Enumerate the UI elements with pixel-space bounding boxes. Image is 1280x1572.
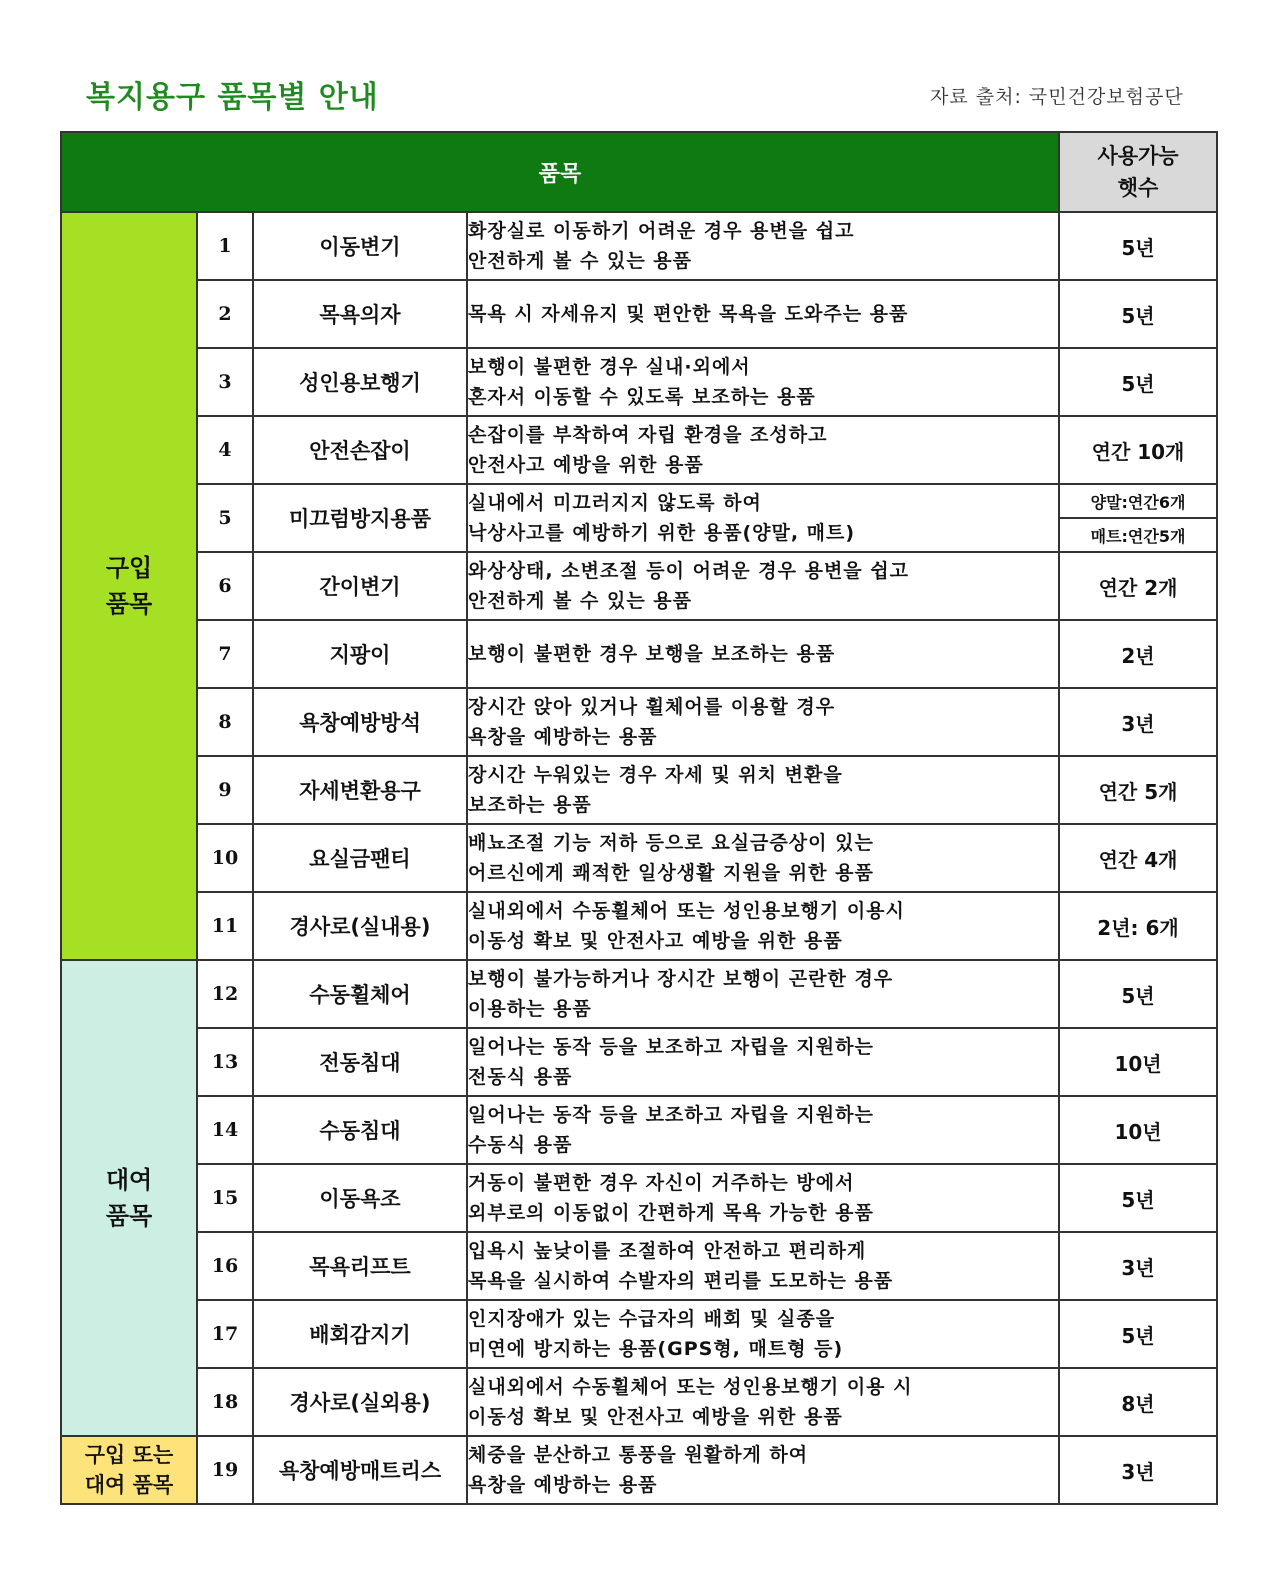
usable-years: 연간 4개 [1059,824,1217,892]
item-number: 5 [197,484,253,552]
item-number: 17 [197,1300,253,1368]
item-name: 수동휠체어 [253,960,467,1028]
item-name: 경사로(실외용) [253,1368,467,1436]
description-line: 목욕 시 자세유지 및 편안한 목욕을 도와주는 용품 [468,303,909,325]
usable-years: 5년 [1059,280,1217,348]
table-row [61,1096,1217,1164]
description-line: 거동이 불편한 경우 자신이 거주하는 방에서 [468,1172,855,1194]
item-number: 3 [197,348,253,416]
item-name: 자세변환용구 [253,756,467,824]
category-label: 품목 [105,590,153,618]
item-name: 욕창예방방석 [253,688,467,756]
description-line: 낙상사고를 예방하기 위한 용품(양말, 매트) [468,522,856,544]
item-name: 성인용보행기 [253,348,467,416]
item-name: 이동변기 [253,212,467,280]
item-description [467,756,1059,824]
table-row [61,1436,1217,1504]
item-number: 13 [197,1028,253,1096]
item-name: 경사로(실내용) [253,892,467,960]
description-line: 이동성 확보 및 안전사고 예방을 위한 용품 [468,1406,843,1428]
item-number: 8 [197,688,253,756]
usable-years: 연간 10개 [1059,416,1217,484]
description-line: 이용하는 용품 [468,998,592,1020]
table-row [61,552,1217,620]
item-description [467,960,1059,1028]
item-number: 15 [197,1164,253,1232]
item-description [467,484,1059,552]
usable-years: 연간 5개 [1059,756,1217,824]
table-row [61,212,1217,280]
header-usable-years [1059,132,1217,212]
description-line: 욕창을 예방하는 용품 [468,1474,658,1496]
item-number: 10 [197,824,253,892]
item-description [467,1368,1059,1436]
item-number: 4 [197,416,253,484]
item-name: 미끄럼방지용품 [253,484,467,552]
usable-years: 3년 [1059,688,1217,756]
table-row [61,416,1217,484]
usable-years: 3년 [1059,1436,1217,1504]
table-row [61,960,1217,1028]
usable-years: 5년 [1059,212,1217,280]
usable-years: 8년 [1059,1368,1217,1436]
description-line: 실내외에서 수동휠체어 또는 성인용보행기 이용 시 [468,1376,913,1398]
item-number: 9 [197,756,253,824]
category-label: 구입 [105,554,153,582]
item-number: 7 [197,620,253,688]
table-row [61,892,1217,960]
table-row [61,1028,1217,1096]
item-description [467,1436,1059,1504]
table-row [61,688,1217,756]
table-row [61,1368,1217,1436]
description-line: 장시간 앉아 있거나 휠체어를 이용할 경우 [468,696,836,718]
description-line: 일어나는 동작 등을 보조하고 자립을 지원하는 [468,1036,874,1058]
item-description [467,1232,1059,1300]
usable-years: 5년 [1059,960,1217,1028]
description-line: 전동식 용품 [468,1066,573,1088]
usable-years: 2년 [1059,620,1217,688]
item-number: 12 [197,960,253,1028]
description-line: 외부로의 이동없이 간편하게 목욕 가능한 용품 [468,1202,874,1224]
description-line: 안전하게 볼 수 있는 용품 [468,250,692,272]
description-line: 화장실로 이동하기 어려운 경우 용변을 쉽고 [468,220,855,242]
description-line: 보행이 불가능하거나 장시간 보행이 곤란한 경우 [468,968,894,990]
item-name: 욕창예방매트리스 [253,1436,467,1504]
category-label: 대여 [105,1166,153,1194]
table-header-row [61,132,1217,212]
item-number: 6 [197,552,253,620]
description-line: 일어나는 동작 등을 보조하고 자립을 지원하는 [468,1104,874,1126]
item-name: 배회감지기 [253,1300,467,1368]
description-line: 욕창을 예방하는 용품 [468,726,658,748]
table-row [61,484,1217,552]
item-description [467,212,1059,280]
item-description [467,892,1059,960]
item-name: 목욕리프트 [253,1232,467,1300]
description-line: 실내외에서 수동휠체어 또는 성인용보행기 이용시 [468,900,905,922]
description-line: 미연에 방지하는 용품(GPS형, 매트형 등) [468,1338,844,1360]
item-number: 2 [197,280,253,348]
usable-years: 5년 [1059,1300,1217,1368]
table-row [61,1232,1217,1300]
category-label: 품목 [105,1202,153,1230]
usable-years: 5년 [1059,1164,1217,1232]
table-row [61,1164,1217,1232]
page-title: 복지용구 품목별 안내 [86,80,379,115]
item-description [467,1028,1059,1096]
table-row [61,280,1217,348]
usable-years-part: 매트:연간5개 [1060,517,1216,551]
description-line: 장시간 누워있는 경우 자세 및 위치 변환을 [468,764,843,786]
item-description [467,552,1059,620]
table-row [61,348,1217,416]
description-line: 수동식 용품 [468,1134,573,1156]
category-label: 구입 또는 [84,1443,174,1467]
item-description [467,620,1059,688]
item-number: 11 [197,892,253,960]
description-line: 보조하는 용품 [468,794,592,816]
table-row [61,620,1217,688]
welfare-equipment-table [60,131,1218,1505]
description-line: 어르신에게 쾌적한 일상생활 지원을 위한 용품 [468,862,874,884]
item-name: 목욕의자 [253,280,467,348]
table-row [61,1300,1217,1368]
item-number: 18 [197,1368,253,1436]
source-note: 자료 출처: 국민건강보험공단 [930,86,1184,108]
usable-years: 2년: 6개 [1059,892,1217,960]
item-description [467,280,1059,348]
item-description [467,1096,1059,1164]
description-line: 체중을 분산하고 통풍을 원활하게 하여 [468,1444,809,1466]
description-line: 와상상태, 소변조절 등이 어려운 경우 용변을 쉽고 [468,560,909,582]
table-row [61,824,1217,892]
item-name: 수동침대 [253,1096,467,1164]
header-years-line2: 햇수 [1117,176,1159,200]
item-name: 간이변기 [253,552,467,620]
item-number: 14 [197,1096,253,1164]
item-name: 전동침대 [253,1028,467,1096]
usable-years [1059,484,1217,552]
item-description [467,824,1059,892]
description-line: 실내에서 미끄러지지 않도록 하여 [468,492,762,514]
table-row [61,756,1217,824]
item-name: 지팡이 [253,620,467,688]
item-number: 19 [197,1436,253,1504]
category-label: 대여 품목 [84,1473,174,1497]
usable-years-part: 양말:연간6개 [1090,492,1186,512]
item-number: 16 [197,1232,253,1300]
category-buy [61,212,197,960]
item-number: 1 [197,212,253,280]
description-line: 배뇨조절 기능 저하 등으로 요실금증상이 있는 [468,832,874,854]
description-line: 이동성 확보 및 안전사고 예방을 위한 용품 [468,930,843,952]
item-description [467,416,1059,484]
item-description [467,688,1059,756]
item-name: 이동욕조 [253,1164,467,1232]
item-name: 안전손잡이 [253,416,467,484]
description-line: 보행이 불편한 경우 실내·외에서 [468,356,751,378]
item-description [467,348,1059,416]
item-description [467,1300,1059,1368]
item-description [467,1164,1059,1232]
header-years-line1: 사용가능 [1097,144,1179,168]
item-name: 요실금팬티 [253,824,467,892]
usable-years: 3년 [1059,1232,1217,1300]
description-line: 목욕을 실시하여 수발자의 편리를 도모하는 용품 [468,1270,894,1292]
category-both [61,1436,197,1504]
description-line: 손잡이를 부착하여 자립 환경을 조성하고 [468,424,828,446]
description-line: 인지장애가 있는 수급자의 배회 및 실종을 [468,1308,836,1330]
usable-years: 10년 [1059,1028,1217,1096]
usable-years: 연간 2개 [1059,552,1217,620]
usable-years: 10년 [1059,1096,1217,1164]
header-item: 품목 [61,132,1059,212]
description-line: 입욕시 높낮이를 조절하여 안전하고 편리하게 [468,1240,867,1262]
description-line: 보행이 불편한 경우 보행을 보조하는 용품 [468,643,836,665]
usable-years: 5년 [1059,348,1217,416]
category-rent [61,960,197,1436]
description-line: 혼자서 이동할 수 있도록 보조하는 용품 [468,386,816,408]
description-line: 안전사고 예방을 위한 용품 [468,454,704,476]
table-body [61,212,1217,1504]
description-line: 안전하게 볼 수 있는 용품 [468,590,692,612]
